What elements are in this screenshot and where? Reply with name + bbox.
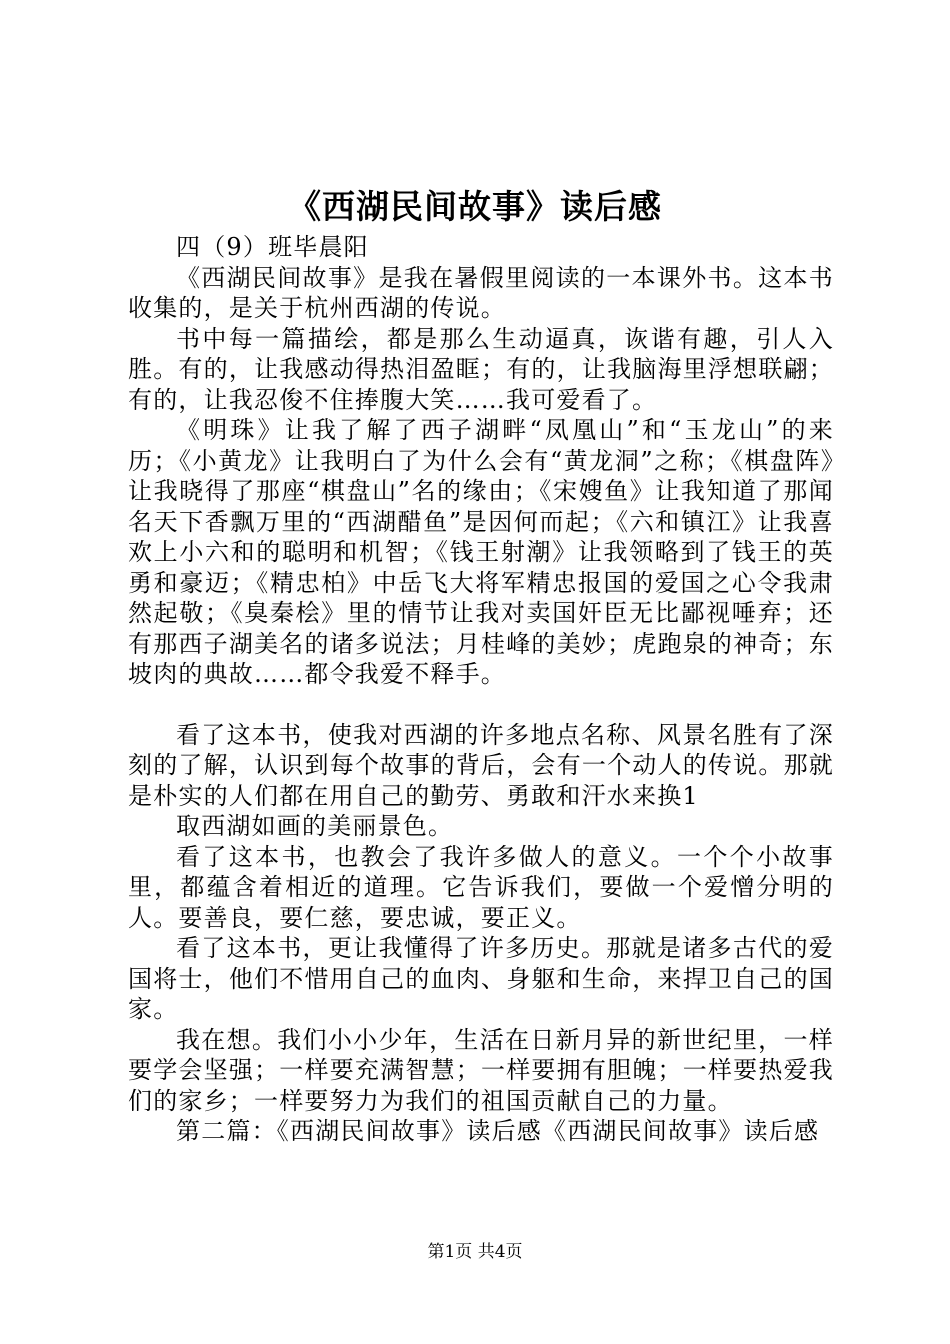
paragraph: 书中每一篇描绘，都是那么生动逼真，诙谐有趣，引人入胜。有的，让我感动得热泪盈眶；有的，让我脑海里浮想联翩；有的，让我忍俊不住捧腹大笑……我可爱看了。 xyxy=(128,324,834,414)
paragraph: 看了这本书，更让我懂得了许多历史。那就是诸多古代的爱国将士，他们不惜用自己的血肉、身躯和生命，来捍卫自己的国家。 xyxy=(128,934,834,1023)
paragraph: 《西湖民间故事》是我在暑假里阅读的一本课外书。这本书收集的，是关于杭州西湖的传说。 xyxy=(128,263,834,322)
paragraph: 看了这本书，使我对西湖的许多地点名称、风景名胜有了深刻的了解，认识到每个故事的背后，会有一个动人的传说。那就是朴实的人们都在用自己的勤劳、勇敢和汗水来换1 xyxy=(128,720,834,810)
page-footer: 第1页 共4页 xyxy=(427,1242,523,1262)
paragraph: 看了这本书，也教会了我许多做人的意义。一个个小故事里，都蕴含着相近的道理。它告诉我们，要做一个爱憎分明的人。要善良，要仁慈，要忠诚，要正义。 xyxy=(128,842,834,932)
paragraph-gap xyxy=(128,690,834,720)
paragraph: 《明珠》让我了解了西子湖畔“凤凰山”和“玉龙山”的来历；《小黄龙》让我明白了为什么会有“黄龙洞”之称；《棋盘阵》让我晓得了那座“棋盘山”名的缘由；《宋嫂鱼》让我知道了那闻名天下香飘万里的“西湖醋鱼”是因何而起；《六和镇江》让我喜欢上小六和的聪明和机智；《钱王射潮》让我领略到了钱王的英勇和豪迈；《精忠柏》中岳飞大将军精忠报国的爱国之心令我肃然起敬；《臭秦桧》里的情节让我对卖国奸臣无比鄙视唾弃；还有那西子湖美名的诸多说法；月桂峰的美妙；虎跑泉的神奇；东坡肉的典故……都令我爱不释手。 xyxy=(128,416,834,688)
paragraph: 我在想。我们小小少年，生活在日新月异的新世纪里，一样要学会坚强；一样要充满智慧；一样要拥有胆魄；一样要热爱我们的家乡；一样要努力为我们的祖国贡献自己的力量。 xyxy=(128,1025,834,1115)
page-title: 《西湖民间故事》读后感 xyxy=(288,187,662,226)
paragraph: 第二篇：《西湖民间故事》读后感《西湖民间故事》读后感 xyxy=(176,1117,820,1145)
author-line: 四（9）班毕晨阳 xyxy=(176,233,369,261)
paragraph: 取西湖如画的美丽景色。 xyxy=(176,812,454,840)
document-body xyxy=(128,232,834,1147)
